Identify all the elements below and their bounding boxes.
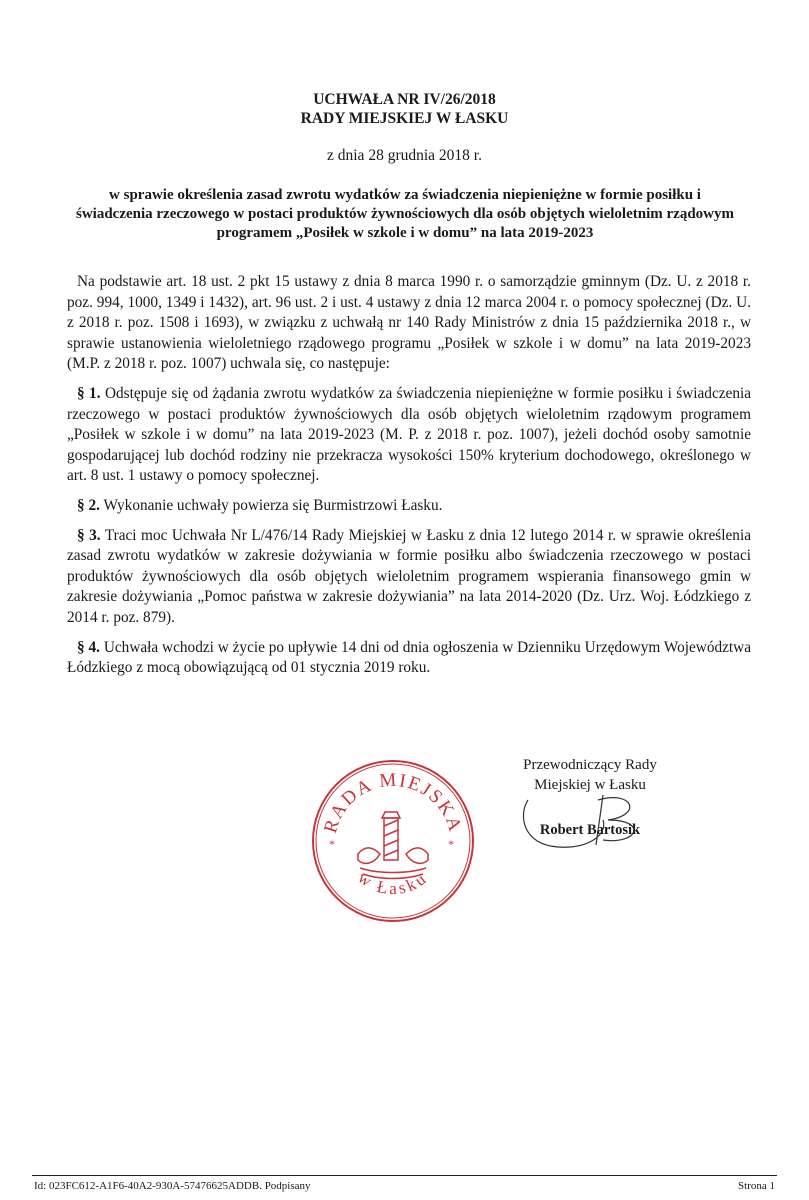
svg-text:w Łasku: w Łasku bbox=[354, 867, 432, 899]
section-3 bbox=[67, 526, 751, 629]
section-label: § 4. bbox=[77, 638, 100, 656]
resolution-subject: w sprawie określenia zasad zwrotu wydatków za świadczenia niepieniężne w formie posiłku i świadczenia rzeczowego w postaci produktów żywnościowych dla osób objętych wieloletnim rządowym programem „Posiłek w szkole i w domu” na lata 2019-2023 bbox=[75, 187, 734, 241]
legal-basis-paragraph: Na podstawie art. 18 ust. 2 pkt 15 ustawy z dnia 8 marca 1990 r. o samorządzie gminnym (Dz. U. z 2018 r. poz. 994, 1000, 1349 i 1432), art. 96 ust. 2 i ust. 4 ustawy z dnia 12 marca 2004 r. o pomocy społecznej (Dz. U. z 2018 r. poz. 1508 i 1693), w związku z uchwałą nr 140 Rady Ministrów z dnia 15 października 2018 r., w sprawie ustanowienia wieloletniego rządowego programu „Posiłek w szkole i w domu” na lata 2019-2023 (M.P. z 2018 r. poz. 1007) uchwala się, co następuje: bbox=[67, 273, 751, 373]
section-text: Traci moc Uchwała Nr L/476/14 Rady Miejskiej w Łasku z dnia 12 lutego 2014 r. w sprawie określenia zasad zwrotu wydatków w zakresie dożywiania w formie posiłku albo świadczenia rzeczowego w postaci produktów żywnościowych dla osób objętych wieloletnim programem wspierania finansowego gmin w zakresie dożywiania „Pomoc państwa w zakresie dożywiania” na lata 2014-2020 (Dz. Urz. Woj. Łódzkiego z 2014 r. poz. 879). bbox=[67, 526, 751, 626]
document-id: Id: 023FC612-A1F6-40A2-930A-57476625ADDB. Podpisany bbox=[34, 1180, 311, 1192]
signatory-name: Robert Bartosik bbox=[539, 822, 641, 838]
section-label: § 1. bbox=[77, 384, 101, 402]
resolution-date: z dnia 28 grudnia 2018 r. bbox=[327, 147, 482, 164]
section-text: Odstępuje się od żądania zwrotu wydatków za świadczenia niepieniężne w formie posiłku i świadczenia rzeczowego w postaci produktów żywnościowych dla osób objętych wieloletnim rządowym programem „Posiłek w szkole i w domu” na lata 2019-2023 (M. P. z 2018 r. poz. 1007), jeżeli dochód osoby samotnie gospodarującej lub dochód rodziny nie przekracza wysokości 150% kryterium dochodowego, określonego w art. 8 ust. 1 ustawy o pomocy społecznej. bbox=[67, 384, 752, 485]
section-2 bbox=[67, 496, 751, 517]
section-label: § 3. bbox=[77, 526, 101, 544]
svg-text:*: * bbox=[329, 837, 335, 851]
section-text: Uchwała wchodzi w życie po upływie 14 dni od dnia ogłoszenia w Dzienniku Urzędowym Województwa Łódzkiego z mocą obowiązującą od 01 stycznia 2019 roku. bbox=[67, 638, 751, 677]
handwritten-signature bbox=[508, 775, 668, 860]
resolution-body bbox=[67, 272, 751, 688]
page-number: Strona 1 bbox=[738, 1180, 775, 1192]
signatory-role-line1: Przewodniczący Rady bbox=[523, 757, 657, 773]
council-name: RADY MIEJSKIEJ W ŁASKU bbox=[300, 110, 509, 127]
section-4 bbox=[67, 638, 751, 679]
svg-text:*: * bbox=[448, 837, 454, 851]
section-label: § 2. bbox=[77, 496, 100, 514]
svg-text:RADA MIEJSKA: RADA MIEJSKA bbox=[320, 769, 466, 836]
resolution-title: UCHWAŁA NR IV/26/2018 bbox=[313, 91, 496, 108]
footer-divider bbox=[32, 1175, 777, 1176]
council-seal-stamp bbox=[308, 756, 478, 926]
section-1 bbox=[67, 384, 751, 487]
section-text: Wykonanie uchwały powierza się Burmistrzowi Łasku. bbox=[103, 496, 443, 514]
signatory-role-line2: Miejskiej w Łasku bbox=[534, 777, 646, 793]
